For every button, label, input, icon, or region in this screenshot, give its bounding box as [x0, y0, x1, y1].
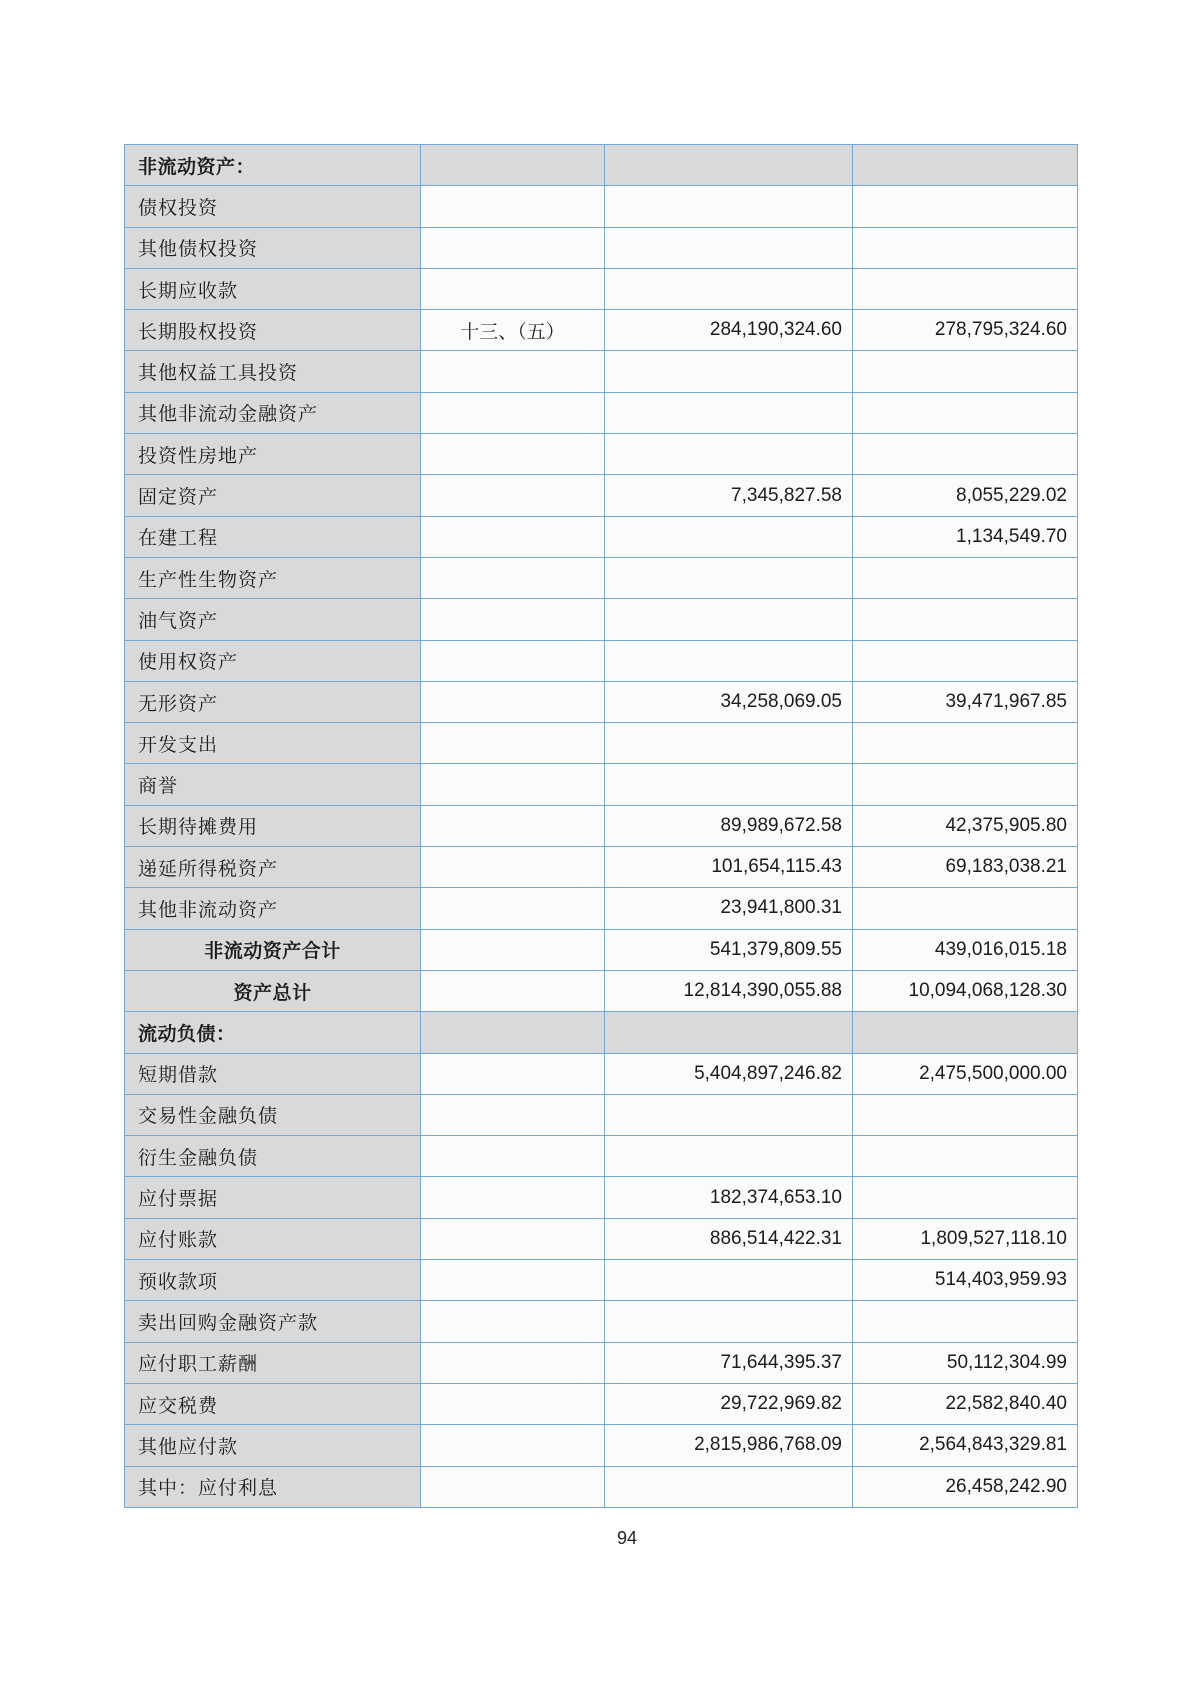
table-row	[125, 516, 1078, 557]
note-cell	[421, 599, 605, 640]
note-cell	[421, 681, 605, 722]
table-row	[125, 475, 1078, 516]
table-row	[125, 847, 1078, 888]
current-amount-cell	[605, 1136, 853, 1177]
page-number: 94	[616, 1528, 638, 1548]
prior-amount-cell: 39,471,967.85	[853, 681, 1078, 722]
note-cell	[421, 516, 605, 557]
item-label-cell: 无形资产	[125, 681, 421, 722]
table-row	[125, 392, 1078, 433]
table-row	[125, 1260, 1078, 1301]
table-row	[125, 1053, 1078, 1094]
note-cell: 十三、（五）	[421, 310, 605, 351]
note-cell	[421, 1177, 605, 1218]
note-cell	[421, 888, 605, 929]
prior-amount-cell: 278,795,324.60	[853, 310, 1078, 351]
prior-amount-cell	[853, 227, 1078, 268]
item-label-cell: 债权投资	[125, 186, 421, 227]
note-cell	[421, 475, 605, 516]
current-amount-cell	[605, 723, 853, 764]
prior-amount-cell	[853, 640, 1078, 681]
table-row	[125, 1342, 1078, 1383]
item-label-cell: 其他非流动资产	[125, 888, 421, 929]
current-amount-cell	[605, 186, 853, 227]
prior-amount-cell	[853, 599, 1078, 640]
prior-amount-cell	[853, 145, 1078, 186]
prior-amount-cell	[853, 186, 1078, 227]
prior-amount-cell	[853, 1136, 1078, 1177]
current-amount-cell	[605, 268, 853, 309]
current-amount-cell: 12,814,390,055.88	[605, 970, 853, 1011]
table-row	[125, 1136, 1078, 1177]
item-label-cell: 在建工程	[125, 516, 421, 557]
current-amount-cell	[605, 516, 853, 557]
prior-amount-cell: 42,375,905.80	[853, 805, 1078, 846]
item-label-cell: 开发支出	[125, 723, 421, 764]
item-label-cell: 短期借款	[125, 1053, 421, 1094]
note-cell	[421, 1053, 605, 1094]
table-row	[125, 640, 1078, 681]
note-cell	[421, 557, 605, 598]
current-amount-cell: 34,258,069.05	[605, 681, 853, 722]
item-label-cell: 应付票据	[125, 1177, 421, 1218]
prior-amount-cell: 10,094,068,128.30	[853, 970, 1078, 1011]
current-amount-cell	[605, 599, 853, 640]
table-row	[125, 1466, 1078, 1507]
table-row	[125, 929, 1078, 970]
item-label-cell: 长期股权投资	[125, 310, 421, 351]
note-cell	[421, 186, 605, 227]
note-cell	[421, 847, 605, 888]
current-amount-cell	[605, 351, 853, 392]
prior-amount-cell: 26,458,242.90	[853, 1466, 1078, 1507]
table-row	[125, 764, 1078, 805]
table-row	[125, 1218, 1078, 1259]
current-amount-cell	[605, 764, 853, 805]
current-amount-cell	[605, 1012, 853, 1053]
note-cell	[421, 1425, 605, 1466]
current-amount-cell	[605, 145, 853, 186]
note-cell	[421, 764, 605, 805]
current-amount-cell	[605, 640, 853, 681]
item-label-cell: 卖出回购金融资产款	[125, 1301, 421, 1342]
note-cell	[421, 640, 605, 681]
current-amount-cell	[605, 1466, 853, 1507]
item-label-cell: 固定资产	[125, 475, 421, 516]
item-label-cell: 非流动资产合计	[125, 929, 421, 970]
prior-amount-cell: 50,112,304.99	[853, 1342, 1078, 1383]
current-amount-cell: 29,722,969.82	[605, 1383, 853, 1424]
item-label-cell: 交易性金融负债	[125, 1094, 421, 1135]
item-label-cell: 生产性生物资产	[125, 557, 421, 598]
note-cell	[421, 268, 605, 309]
table-row	[125, 970, 1078, 1011]
item-label-cell: 油气资产	[125, 599, 421, 640]
current-amount-cell	[605, 1301, 853, 1342]
prior-amount-cell	[853, 723, 1078, 764]
table-row	[125, 268, 1078, 309]
item-label-cell: 资产总计	[125, 970, 421, 1011]
current-amount-cell	[605, 434, 853, 475]
prior-amount-cell	[853, 1301, 1078, 1342]
prior-amount-cell	[853, 434, 1078, 475]
current-amount-cell: 182,374,653.10	[605, 1177, 853, 1218]
prior-amount-cell	[853, 351, 1078, 392]
table-row	[125, 599, 1078, 640]
table-row	[125, 145, 1078, 186]
prior-amount-cell: 69,183,038.21	[853, 847, 1078, 888]
prior-amount-cell	[853, 1094, 1078, 1135]
current-amount-cell: 2,815,986,768.09	[605, 1425, 853, 1466]
note-cell	[421, 1342, 605, 1383]
note-cell	[421, 351, 605, 392]
current-amount-cell: 886,514,422.31	[605, 1218, 853, 1259]
prior-amount-cell	[853, 268, 1078, 309]
prior-amount-cell	[853, 888, 1078, 929]
item-label-cell: 长期待摊费用	[125, 805, 421, 846]
note-cell	[421, 1136, 605, 1177]
item-label-cell: 其中：应付利息	[125, 1466, 421, 1507]
prior-amount-cell: 22,582,840.40	[853, 1383, 1078, 1424]
item-label-cell: 应付职工薪酬	[125, 1342, 421, 1383]
item-label-cell: 预收款项	[125, 1260, 421, 1301]
current-amount-cell	[605, 1094, 853, 1135]
note-cell	[421, 970, 605, 1011]
note-cell	[421, 1218, 605, 1259]
current-amount-cell: 7,345,827.58	[605, 475, 853, 516]
table-row	[125, 1012, 1078, 1053]
table-row	[125, 1383, 1078, 1424]
note-cell	[421, 1466, 605, 1507]
prior-amount-cell: 2,475,500,000.00	[853, 1053, 1078, 1094]
current-amount-cell: 23,941,800.31	[605, 888, 853, 929]
note-cell	[421, 1012, 605, 1053]
prior-amount-cell	[853, 1012, 1078, 1053]
table-row	[125, 1094, 1078, 1135]
item-label-cell: 其他权益工具投资	[125, 351, 421, 392]
note-cell	[421, 227, 605, 268]
item-label-cell: 流动负债：	[125, 1012, 421, 1053]
table-row	[125, 888, 1078, 929]
item-label-cell: 使用权资产	[125, 640, 421, 681]
table-row	[125, 227, 1078, 268]
balance-sheet-table	[124, 144, 1078, 1508]
item-label-cell: 递延所得税资产	[125, 847, 421, 888]
current-amount-cell: 71,644,395.37	[605, 1342, 853, 1383]
current-amount-cell: 101,654,115.43	[605, 847, 853, 888]
prior-amount-cell: 8,055,229.02	[853, 475, 1078, 516]
current-amount-cell: 541,379,809.55	[605, 929, 853, 970]
current-amount-cell: 89,989,672.58	[605, 805, 853, 846]
item-label-cell: 其他非流动金融资产	[125, 392, 421, 433]
note-cell	[421, 1383, 605, 1424]
item-label-cell: 应付账款	[125, 1218, 421, 1259]
item-label-cell: 投资性房地产	[125, 434, 421, 475]
table-row	[125, 1177, 1078, 1218]
current-amount-cell: 5,404,897,246.82	[605, 1053, 853, 1094]
table-row	[125, 1301, 1078, 1342]
prior-amount-cell	[853, 392, 1078, 433]
table-row	[125, 723, 1078, 764]
note-cell	[421, 929, 605, 970]
current-amount-cell	[605, 227, 853, 268]
current-amount-cell: 284,190,324.60	[605, 310, 853, 351]
note-cell	[421, 1094, 605, 1135]
table-row	[125, 1425, 1078, 1466]
note-cell	[421, 723, 605, 764]
table-row	[125, 351, 1078, 392]
current-amount-cell	[605, 557, 853, 598]
prior-amount-cell: 1,134,549.70	[853, 516, 1078, 557]
table-row	[125, 310, 1078, 351]
item-label-cell: 长期应收款	[125, 268, 421, 309]
note-cell	[421, 1260, 605, 1301]
table-row	[125, 186, 1078, 227]
table-row	[125, 557, 1078, 598]
note-cell	[421, 805, 605, 846]
prior-amount-cell: 514,403,959.93	[853, 1260, 1078, 1301]
prior-amount-cell: 439,016,015.18	[853, 929, 1078, 970]
prior-amount-cell: 1,809,527,118.10	[853, 1218, 1078, 1259]
note-cell	[421, 145, 605, 186]
prior-amount-cell	[853, 557, 1078, 598]
item-label-cell: 非流动资产：	[125, 145, 421, 186]
item-label-cell: 衍生金融负债	[125, 1136, 421, 1177]
item-label-cell: 其他应付款	[125, 1425, 421, 1466]
note-cell	[421, 392, 605, 433]
current-amount-cell	[605, 1260, 853, 1301]
prior-amount-cell	[853, 1177, 1078, 1218]
item-label-cell: 商誉	[125, 764, 421, 805]
current-amount-cell	[605, 392, 853, 433]
note-cell	[421, 434, 605, 475]
prior-amount-cell: 2,564,843,329.81	[853, 1425, 1078, 1466]
table-row	[125, 434, 1078, 475]
item-label-cell: 其他债权投资	[125, 227, 421, 268]
item-label-cell: 应交税费	[125, 1383, 421, 1424]
table-row	[125, 805, 1078, 846]
note-cell	[421, 1301, 605, 1342]
prior-amount-cell	[853, 764, 1078, 805]
balance-sheet-table-body	[125, 145, 1078, 1508]
table-row	[125, 681, 1078, 722]
